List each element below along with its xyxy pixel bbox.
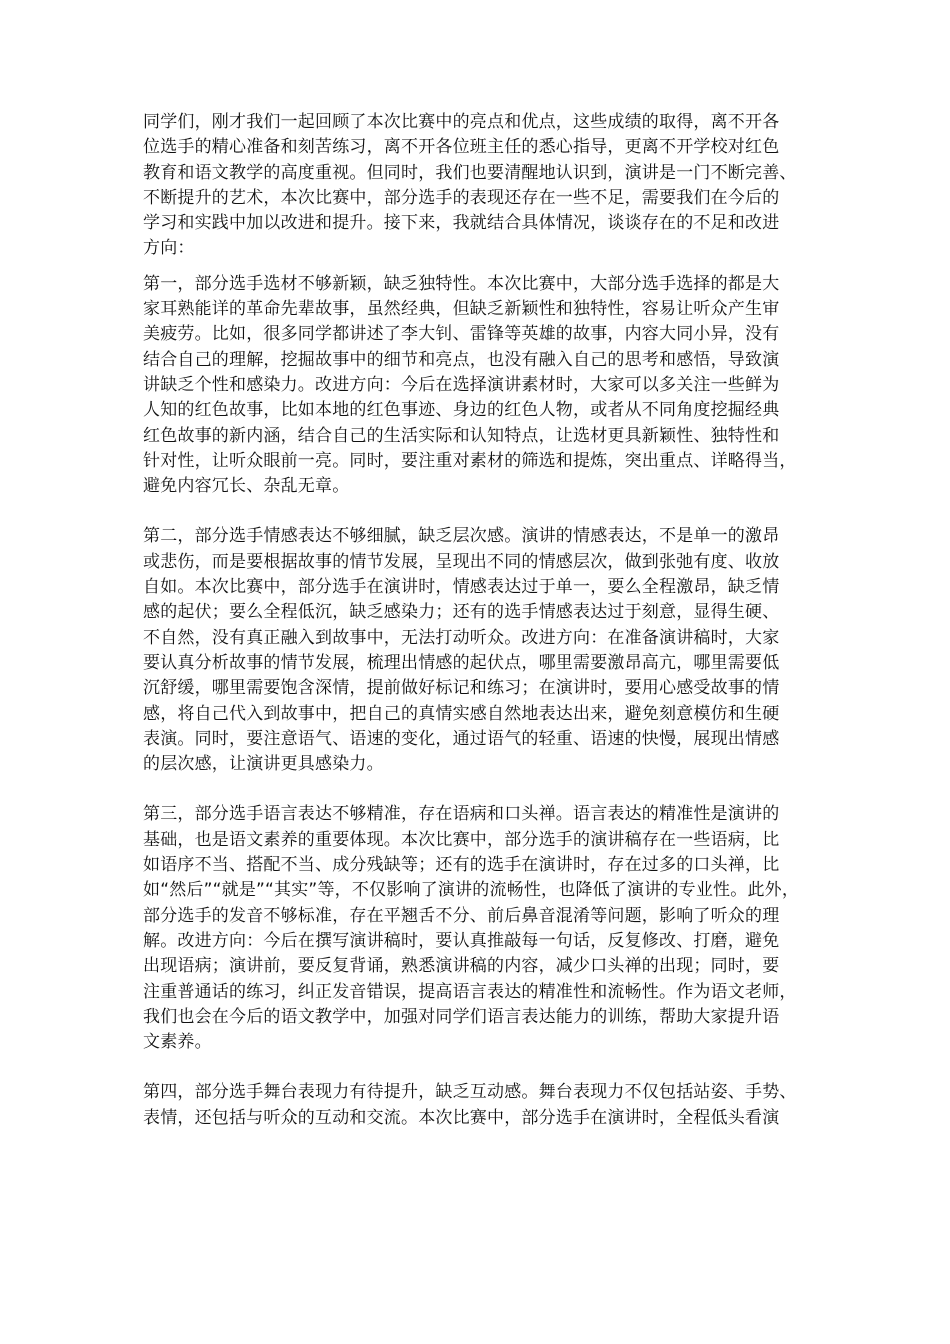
text-line: 感的起伏；要么全程低沉，缺乏感染力；还有的选手情感表达过于刻意，显得生硬、 — [143, 602, 780, 623]
text-line: 自如。本次比赛中，部分选手在演讲时，情感表达过于单一，要么全程激昂，缺乏情 — [143, 577, 780, 598]
text-line: 基础，也是语文素养的重要体现。本次比赛中，部分选手的演讲稿存在一些语病，比 — [143, 829, 780, 850]
paragraph-point-1 — [143, 272, 813, 500]
paragraph-point-3 — [143, 802, 813, 1055]
text-line: 不自然，没有真正融入到故事中，无法打动听众。改进方向：在准备演讲稿时，大家 — [143, 627, 780, 648]
text-line: 第一，部分选手选材不够新颖，缺乏独特性。本次比赛中，大部分选手选择的都是大 — [143, 273, 780, 294]
text-line: 避免内容冗长、杂乱无章。 — [143, 476, 350, 497]
text-line: 注重普通话的练习，纠正发音错误，提高语言表达的精准性和流畅性。作为语文老师， — [143, 981, 797, 1002]
paragraph-intro — [143, 110, 813, 262]
text-line: 如“然后”“就是”“其实”等，不仅影响了演讲的流畅性，也降低了演讲的专业性。此外， — [143, 880, 800, 901]
text-line: 感，将自己代入到故事中，把自己的真情实感自然地表达出来，避免刻意模仿和生硬 — [143, 703, 780, 724]
text-line: 解。改进方向：今后在撰写演讲稿时，要认真推敲每一句话，反复修改、打磨，避免 — [143, 930, 780, 951]
text-line: 美疲劳。比如，很多同学都讲述了李大钊、雷锋等英雄的故事，内容大同小异，没有 — [143, 324, 780, 345]
text-line: 部分选手的发音不够标准，存在平翘舌不分、前后鼻音混淆等问题，影响了听众的理 — [143, 905, 780, 926]
paragraph-spacer — [143, 1055, 813, 1080]
text-line: 第二，部分选手情感表达不够细腻，缺乏层次感。演讲的情感表达，不是单一的激昂 — [143, 526, 780, 547]
text-line: 针对性，让听众眼前一亮。同时，要注重对素材的筛选和提炼，突出重点、详略得当， — [143, 450, 797, 471]
text-line: 学习和实践中加以改进和提升。接下来，我就结合具体情况，谈谈存在的不足和改进 — [143, 213, 780, 234]
text-line: 位选手的精心准备和刻苦练习，离不开各位班主任的悉心指导，更离不开学校对红色 — [143, 137, 780, 158]
paragraph-spacer — [143, 777, 813, 802]
text-line: 第四，部分选手舞台表现力有待提升，缺乏互动感。舞台表现力不仅包括站姿、手势、 — [143, 1082, 797, 1103]
text-line: 同学们，刚才我们一起回顾了本次比赛中的亮点和优点，这些成绩的取得，离不开各 — [143, 112, 780, 132]
text-line: 或悲伤，而是要根据故事的情节发展，呈现出不同的情感层次，做到张弛有度、收放 — [143, 551, 780, 572]
text-line: 出现语病；演讲前，要反复背诵，熟悉演讲稿的内容，减少口头禅的出现；同时，要 — [143, 956, 780, 977]
text-line: 家耳熟能详的革命先辈故事，虽然经典，但缺乏新颖性和独特性，容易让听众产生审 — [143, 299, 780, 320]
paragraph-point-4 — [143, 1080, 813, 1131]
paragraph-spacer — [143, 262, 813, 272]
text-line: 红色故事的新内涵，结合自己的生活实际和认知特点，让选材更具新颖性、独特性和 — [143, 425, 780, 446]
paragraph-spacer — [143, 499, 813, 524]
text-line: 人知的红色故事，比如本地的红色事迹、身边的红色人物，或者从不同角度挖掘经典 — [143, 400, 780, 421]
text-line: 不断提升的艺术，本次比赛中，部分选手的表现还存在一些不足，需要我们在今后的 — [143, 187, 780, 208]
text-line: 沉舒缓，哪里需要饱含深情，提前做好标记和练习；在演讲时，要用心感受故事的情 — [143, 678, 780, 699]
text-line: 文素养。 — [143, 1032, 212, 1053]
text-line: 方向： — [143, 238, 195, 259]
text-line: 教育和语文教学的高度重视。但同时，我们也要清醒地认识到，演讲是一门不断完善、 — [143, 162, 797, 183]
text-line: 如语序不当、搭配不当、成分残缺等；还有的选手在演讲时，存在过多的口头禅，比 — [143, 855, 780, 876]
text-line: 的层次感，让演讲更具感染力。 — [143, 754, 384, 775]
document-body — [143, 110, 813, 1131]
paragraph-point-2 — [143, 524, 813, 777]
text-line: 表情，还包括与听众的互动和交流。本次比赛中，部分选手在演讲时，全程低头看演 — [143, 1107, 780, 1128]
text-line: 第三，部分选手语言表达不够精准，存在语病和口头禅。语言表达的精准性是演讲的 — [143, 804, 780, 825]
text-line: 要认真分析故事的情节发展，梳理出情感的起伏点，哪里需要激昂高亢，哪里需要低 — [143, 652, 780, 673]
text-line: 结合自己的理解，挖掘故事中的细节和亮点，也没有融入自己的思考和感悟，导致演 — [143, 349, 780, 370]
text-line: 表演。同时，要注意语气、语速的变化，通过语气的轻重、语速的快慢，展现出情感 — [143, 728, 780, 749]
text-line: 我们也会在今后的语文教学中，加强对同学们语言表达能力的训练，帮助大家提升语 — [143, 1006, 780, 1027]
text-line: 讲缺乏个性和感染力。改进方向：今后在选择演讲素材时，大家可以多关注一些鲜为 — [143, 374, 780, 395]
